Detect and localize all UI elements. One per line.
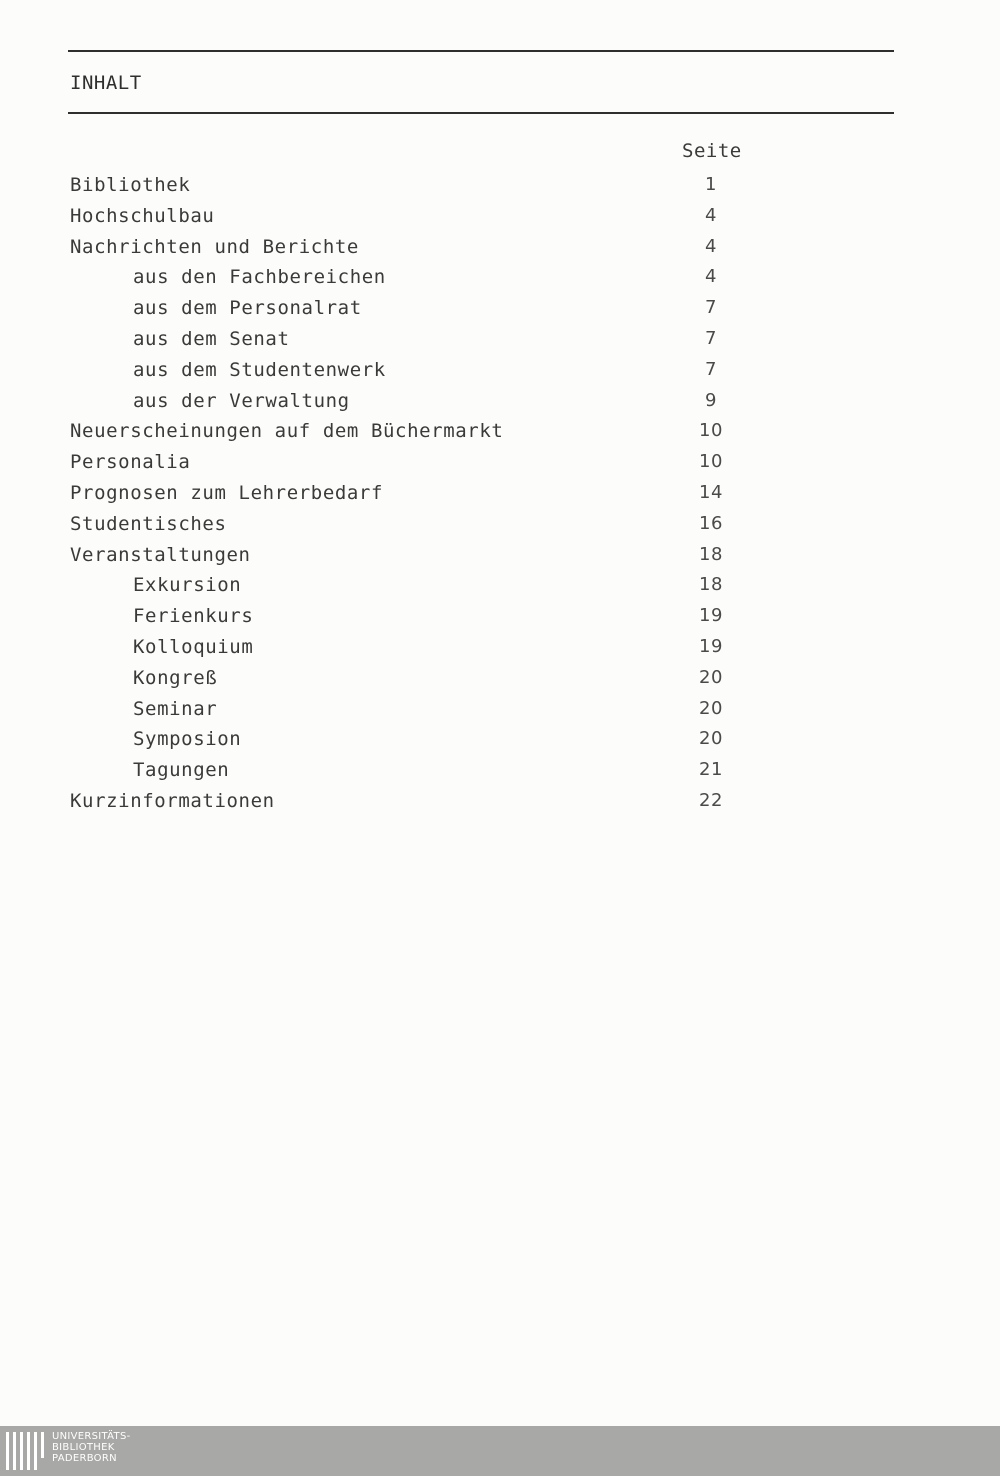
toc-subentry (70, 663, 770, 694)
toc-entry (70, 509, 770, 540)
library-logo-text (52, 1431, 131, 1464)
toc-subentry (70, 632, 770, 663)
footer-bar (0, 1426, 1000, 1476)
toc-entry-page-number: 10 (698, 451, 724, 473)
toc-subentry (70, 324, 770, 355)
toc-entry-page-number: 18 (698, 543, 724, 565)
logo-line: UNIVERSITÄTS- (52, 1431, 131, 1442)
toc-entry-page-number: 16 (698, 512, 724, 534)
toc-entry-page-number: 7 (704, 358, 718, 380)
toc-subentry (70, 570, 770, 601)
toc-entry-label: aus den Fachbereichen (133, 266, 386, 289)
toc-entry-page-number: 20 (698, 697, 724, 719)
toc-entry-page-number: 20 (698, 666, 724, 688)
toc-entry (70, 201, 770, 232)
toc-entry-page-number: 10 (698, 420, 724, 442)
toc-entry-label: Hochschulbau (70, 204, 215, 227)
toc-entry (70, 478, 770, 509)
toc-entry-label: Veranstaltungen (70, 543, 251, 566)
toc-entry-page-number: 19 (698, 635, 724, 657)
toc-entry-page-number: 22 (698, 789, 724, 811)
toc-entry (70, 170, 770, 201)
toc-entry-page-number: 7 (704, 327, 718, 349)
toc-subentry (70, 262, 770, 293)
logo-line: PADERBORN (52, 1453, 117, 1464)
toc-entry-label: Neuerscheinungen auf dem Büchermarkt (70, 420, 504, 443)
toc-entry-page-number: 20 (698, 728, 724, 750)
toc-entry (70, 540, 770, 571)
toc-entry-label: aus dem Personalrat (133, 297, 362, 320)
toc-entry-label: Exkursion (133, 574, 242, 597)
toc-entry-page-number: 4 (704, 204, 718, 226)
toc-entry (70, 786, 770, 817)
toc-entry-label: Seminar (133, 697, 218, 720)
toc-entry-page-number: 7 (704, 297, 718, 319)
toc-entry-label: Kurzinformationen (70, 789, 275, 812)
toc-entry-page-number: 14 (698, 481, 724, 503)
toc-entry-label: aus der Verwaltung (133, 389, 350, 412)
toc-entry-page-number: 4 (704, 266, 718, 288)
toc-entry-label: aus dem Senat (133, 327, 290, 350)
toc-entry-page-number: 4 (704, 235, 718, 257)
logo-line: BIBLIOTHEK (52, 1442, 115, 1453)
toc-subentry (70, 601, 770, 632)
top-rule (68, 50, 894, 52)
page-column-label: Seite (682, 140, 742, 162)
toc-entry-label: Nachrichten und Berichte (70, 235, 359, 258)
toc-entry (70, 232, 770, 263)
toc-entry-label: Kongreß (133, 666, 218, 689)
toc-entry-label: Bibliothek (70, 174, 191, 196)
toc-subentry (70, 293, 770, 324)
toc-entry (70, 447, 770, 478)
heading-rule (68, 112, 894, 114)
toc-entry-page-number: 19 (698, 605, 724, 627)
toc-entry-label: Prognosen zum Lehrerbedarf (70, 481, 384, 504)
toc-entry-label: Ferienkurs (133, 605, 254, 628)
toc-entry-page-number: 21 (698, 759, 724, 781)
toc-entry-label: Kolloquium (133, 635, 254, 658)
toc-subentry (70, 694, 770, 725)
table-of-contents (70, 170, 770, 817)
toc-entry-page-number: 18 (698, 574, 724, 596)
toc-entry-page-number: 9 (704, 389, 718, 411)
toc-entry (70, 416, 770, 447)
library-logo-icon (6, 1432, 46, 1470)
toc-subentry (70, 386, 770, 417)
toc-entry-page-number: 1 (704, 174, 718, 195)
page-title: INHALT (70, 72, 142, 94)
toc-entry-label: Personalia (70, 451, 191, 474)
toc-subentry (70, 724, 770, 755)
toc-entry-label: aus dem Studentenwerk (133, 358, 386, 381)
toc-subentry (70, 355, 770, 386)
toc-entry-label: Symposion (133, 728, 242, 751)
toc-subentry (70, 755, 770, 786)
toc-entry-label: Tagungen (133, 759, 230, 782)
toc-entry-label: Studentisches (70, 512, 227, 535)
